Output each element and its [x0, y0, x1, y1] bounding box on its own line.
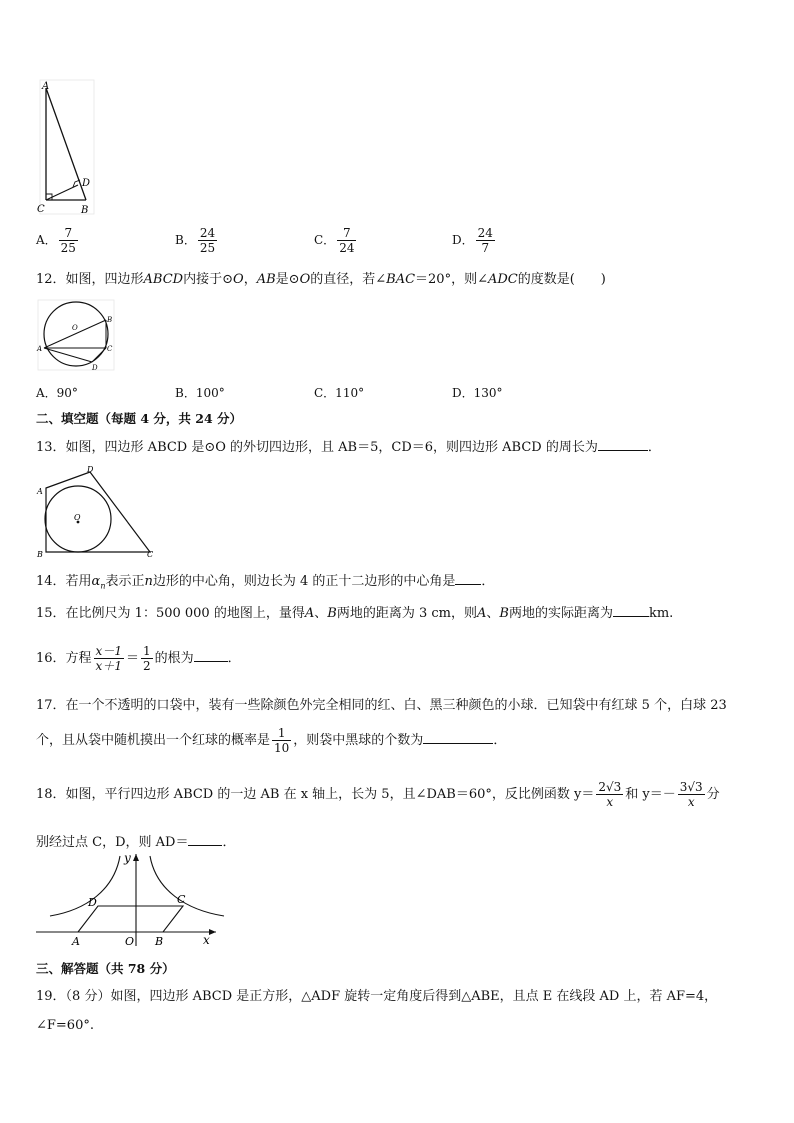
- q12-option-c: C．110°: [314, 386, 365, 400]
- curve-right: [150, 856, 224, 916]
- q12-option-a: A．90°: [36, 386, 78, 400]
- q14-stem: 14．若用$\alpha_n$表示正n边形的中心角，则边长为 4 的正十二边形的中心角是 ．: [36, 571, 494, 596]
- q15-stem: 15．在比例尺为 1：500 000 的地图上，量得A、B两地的距离为 3 cm，则A、B两地的实际距离为 km.: [36, 603, 673, 623]
- altitude-cd: [46, 185, 78, 200]
- curve-left: [50, 856, 120, 916]
- label-a: A: [37, 487, 43, 496]
- label-c: C: [107, 345, 113, 353]
- label-a: A: [42, 81, 50, 92]
- label-d: D: [87, 465, 94, 474]
- label-d: D: [88, 896, 97, 909]
- label-b: B: [37, 550, 43, 558]
- section-2-heading: 二、填空题（每题 4 分，共 24 分）: [36, 411, 243, 426]
- label-y: y: [124, 851, 131, 865]
- label-c: C: [177, 893, 186, 906]
- parallelogram-abcd: [78, 906, 183, 932]
- q11-option-b: B． $\frac{24}{25}$: [175, 226, 216, 255]
- side-ab: [46, 88, 86, 200]
- q11-triangle-figure: [34, 78, 98, 218]
- label-x: x: [203, 933, 210, 947]
- q11-option-c: C． $\frac{7}{24}$: [314, 226, 355, 255]
- q11-option-a: A． $\frac{7}{25}$: [36, 226, 76, 255]
- q17-line1: 17．在一个不透明的口袋中，装有一些除颜色外完全相同的红、白、黑三种颜色的小球．已知袋中有红球 5 个，白球 23: [36, 698, 727, 713]
- label-b: B: [107, 316, 113, 324]
- quad-abcd: [46, 472, 150, 552]
- label-c: C: [37, 204, 45, 215]
- label-a: A: [72, 935, 80, 948]
- q16-stem: 16．方程 $\frac{x-1}{x+1}$ ＝ $\frac{1}{2}$ 的根为 ．: [36, 644, 241, 673]
- q19-line1: 19．（8 分）如图，四边形 ABCD 是正方形，△ADF 旋转一定角度后得到△ABE，且点 E 在线段 AD 上，若 AF=4，: [36, 989, 718, 1004]
- q18-line1: 18．如图，平行四边形 ABCD 的一边 AB 在 x 轴上，长为 5，且∠DAB＝60°，反比例函数 y＝ $\frac{2√3}{x}$ 和 y＝－ $\frac{3√3}{x}$ 分: [36, 780, 720, 809]
- q18-line2: 别经过点 C，D，则 AD＝ ．: [36, 832, 235, 852]
- label-o: O: [125, 935, 135, 948]
- q18-graph-figure: [36, 850, 226, 950]
- q12-option-b: B．100°: [175, 386, 225, 400]
- q19-line2: ∠F=60°.: [36, 1018, 94, 1033]
- label-a: A: [37, 345, 43, 353]
- label-b: B: [155, 935, 164, 948]
- q12-circle-figure: [36, 298, 116, 374]
- q12-stem: 12．如图，四边形ABCD内接于⊙O，AB是⊙O的直径，若∠BAC＝20°，则∠ADC的度数是( ): [36, 272, 606, 287]
- section-3-heading: 三、解答题（共 78 分）: [36, 961, 175, 976]
- label-o: O: [74, 513, 81, 522]
- label-d: D: [92, 364, 98, 372]
- q12-option-d: D．130°: [452, 386, 503, 400]
- label-c: C: [147, 550, 154, 558]
- label-o: O: [72, 324, 78, 332]
- q13-stem: 13．如图，四边形 ABCD 是⊙O 的外切四边形，且 AB＝5，CD＝6，则四边形 ABCD 的周长为 ．: [36, 437, 661, 457]
- q11-option-d: D． $\frac{24}{7}$: [452, 226, 493, 255]
- q17-line2: 个，且从袋中随机摸出一个红球的概率是 $\frac{1}{10}$ ，则袋中黑球的个数为 ．: [36, 726, 507, 755]
- label-b: B: [81, 205, 89, 216]
- q13-tangential-quad-figure: [34, 464, 158, 558]
- chord-dc: [92, 348, 106, 362]
- label-d: D: [82, 178, 91, 189]
